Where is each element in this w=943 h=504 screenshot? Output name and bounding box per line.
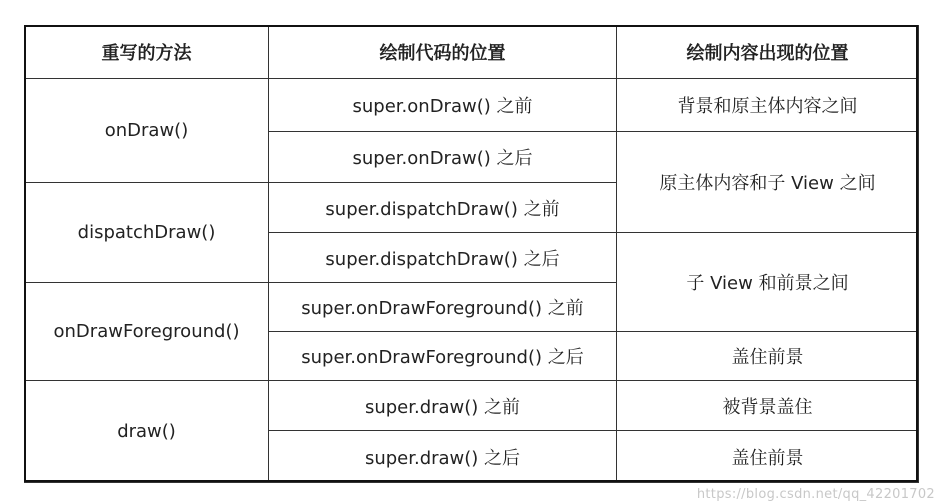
method-cell: onDraw() <box>25 79 269 183</box>
code-position-cell: super.draw() 之后 <box>269 431 617 483</box>
table-header-row <box>25 26 919 79</box>
result-cell: 背景和原主体内容之间 <box>617 79 919 132</box>
header-draw-position: 绘制内容出现的位置 <box>617 26 919 79</box>
method-cell: onDrawForeground() <box>25 283 269 381</box>
code-position-cell: super.onDrawForeground() 之后 <box>269 332 617 381</box>
table-row <box>25 79 919 132</box>
method-cell: dispatchDraw() <box>25 183 269 283</box>
result-cell: 被背景盖住 <box>617 381 919 431</box>
code-position-cell: super.onDraw() 之前 <box>269 79 617 132</box>
method-cell: draw() <box>25 381 269 483</box>
result-cell: 原主体内容和子 View 之间 <box>617 132 919 233</box>
header-method: 重写的方法 <box>25 26 269 79</box>
code-position-cell: super.draw() 之前 <box>269 381 617 431</box>
header-code-position: 绘制代码的位置 <box>269 26 617 79</box>
code-position-cell: super.onDrawForeground() 之前 <box>269 283 617 332</box>
result-cell: 盖住前景 <box>617 332 919 381</box>
table-row <box>25 381 919 431</box>
result-cell: 子 View 和前景之间 <box>617 233 919 332</box>
code-position-cell: super.dispatchDraw() 之前 <box>269 183 617 233</box>
code-position-cell: super.onDraw() 之后 <box>269 132 617 183</box>
draw-method-table <box>24 25 919 483</box>
watermark-text: https://blog.csdn.net/qq_42201702 <box>696 487 935 502</box>
code-position-cell: super.dispatchDraw() 之后 <box>269 233 617 283</box>
result-cell: 盖住前景 <box>617 431 919 483</box>
